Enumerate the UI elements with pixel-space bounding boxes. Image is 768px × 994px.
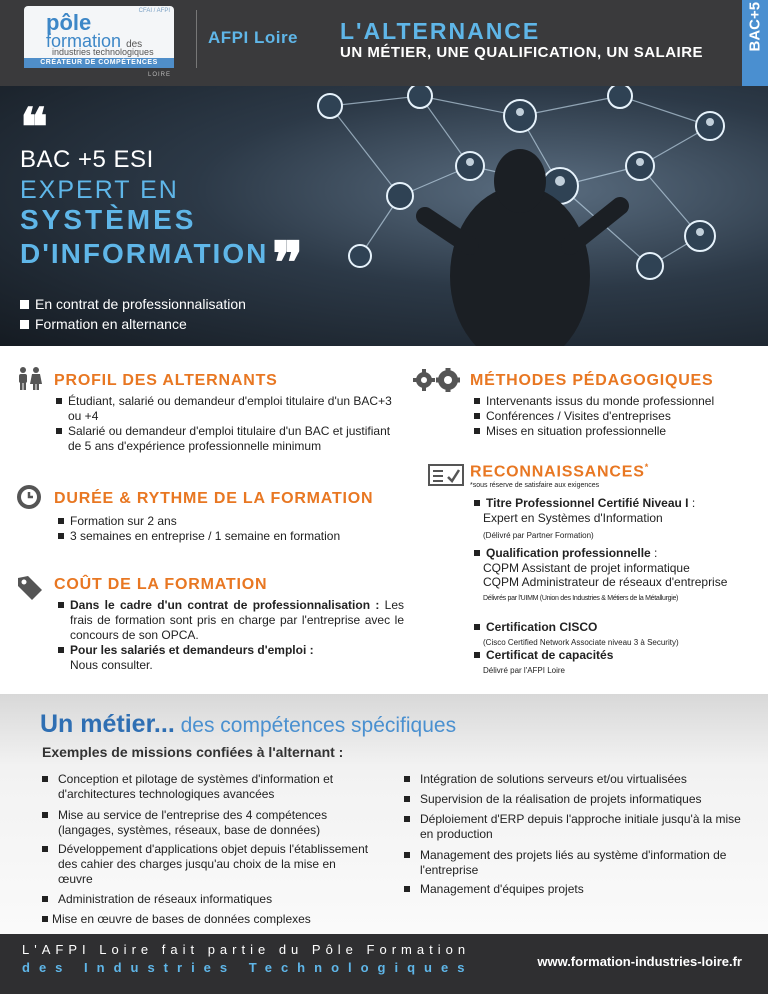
mission-item: Mise en œuvre de bases de données complexes <box>42 912 372 927</box>
list-item: Étudiant, salarié ou demandeur d'emploi titulaire d'un BAC+3 ou +4 <box>56 394 394 424</box>
mission-item: Supervision de la réalisation de projets informatiques <box>404 792 744 807</box>
mission-item: Administration de réseaux informatiques <box>42 892 372 907</box>
logo-loire: LOIRE <box>148 72 172 78</box>
mission-item: Développement d'applications objet depuis l'établissement des cahier des charges jusqu'au choix de la mise en œuvre <box>42 842 372 887</box>
methodes-list <box>474 394 754 439</box>
reconnaissance-cisco: Certification CISCO (Cisco Certified Network Associate niveau 3 à Security) <box>474 620 759 650</box>
quote-close-icon: ❞ <box>272 229 304 297</box>
mission-item: Conception et pilotage de systèmes d'information et d'architectures technologiques avancées <box>42 772 372 802</box>
logo-band: CRÉATEUR DE COMPÉTENCES <box>24 58 174 68</box>
duree-title: DURÉE & RYTHME DE LA FORMATION <box>54 490 374 507</box>
logo-tag: CFAI / AFPI <box>138 8 170 14</box>
hero-bullet: Formation en alternance <box>20 316 187 332</box>
reconnaissances-title: RECONNAISSANCES* <box>470 462 649 481</box>
logo-line1: pôle <box>46 10 92 35</box>
gears-icon <box>412 368 464 392</box>
cout-title: COÛT DE LA FORMATION <box>54 576 268 593</box>
profil-list <box>56 394 394 454</box>
profil-title: PROFIL DES ALTERNANTS <box>54 372 278 389</box>
missions-title: Un métier... des compétences spécifiques <box>40 710 457 738</box>
missions-section <box>0 694 768 934</box>
hero-banner <box>0 86 768 346</box>
list-item: Mises en situation professionnelle <box>474 424 754 439</box>
quote-open-icon: ❝ <box>20 97 48 158</box>
logo-sub: industries technologiques <box>52 47 154 57</box>
footer <box>0 934 768 994</box>
footer-line1: L'AFPI Loire fait partie du Pôle Formation <box>22 942 471 957</box>
level-badge-text: BAC+5 <box>746 1 764 52</box>
price-tag-icon <box>16 574 44 602</box>
hero-title-line3: D'INFORMATION <box>20 238 269 269</box>
header-divider <box>196 10 197 68</box>
mission-item: Management d'équipes projets <box>404 882 744 897</box>
mission-item: Déploiement d'ERP depuis l'approche initiale jusqu'à la mise en production <box>404 812 744 842</box>
hero-title-line1: EXPERT EN <box>20 176 179 204</box>
reconnaissances-note: *sous réserve de satisfaire aux exigences <box>470 482 600 489</box>
page-subtitle: UN MÉTIER, UNE QUALIFICATION, UN SALAIRE <box>340 44 704 61</box>
logo-des: des <box>126 39 143 50</box>
footer-website-link[interactable]: www.formation-industries-loire.fr <box>537 954 742 969</box>
afpi-title: AFPI Loire <box>208 28 299 47</box>
hero-title-line2: SYSTÈMES <box>20 204 197 235</box>
logo-line2: formation des <box>46 31 143 51</box>
mission-item: Intégration de solutions serveurs et/ou virtualisées <box>404 772 744 787</box>
list-item: Intervenants issus du monde professionnel <box>474 394 754 409</box>
reconnaissance-qp: Qualification professionnelle : CQPM Assistant de projet informatique CQPM Administrateur de réseaux d'entreprise Délivrés par l'UIMM (Union des Industries & Métiers de la Métallurgie) <box>474 546 759 606</box>
list-item: Conférences / Visites d'entreprises <box>474 409 754 424</box>
info-section <box>0 346 768 694</box>
people-icon <box>16 366 44 390</box>
hero-degree: BAC +5 ESI <box>20 146 154 173</box>
clock-icon <box>16 484 42 510</box>
list-item: Salarié ou demandeur d'emploi titulaire d'un BAC et justifiant de 5 ans d'expérience professionnelle minimum <box>56 424 394 454</box>
list-item: 3 semaines en entreprise / 1 semaine en formation <box>58 529 398 544</box>
methodes-title: MÉTHODES PÉDAGOGIQUES <box>470 372 714 389</box>
mission-item: Management des projets liés au système d'information de l'entreprise <box>404 848 744 878</box>
cout-list: Dans le cadre d'un contrat de professionnalisation : Les frais de formation sont pris en charge par l'entreprise avec le concours de son OPCA. Pour les salariés et demandeurs d'emploi : Nous consulter. <box>58 598 404 673</box>
reconnaissance-tp: Titre Professionnel Certifié Niveau I : Expert en Systèmes d'Information (Délivré par Partner Formation) <box>474 496 759 543</box>
footer-line2: des Industries Technologiques <box>22 960 474 975</box>
hero-bullet: En contrat de professionnalisation <box>20 296 246 312</box>
header <box>0 0 768 86</box>
duree-list <box>58 514 398 544</box>
missions-subtitle: Exemples de missions confiées à l'alternant : <box>42 744 344 760</box>
list-item: Formation sur 2 ans <box>58 514 398 529</box>
page-title: L'ALTERNANCE <box>340 18 541 44</box>
certificate-icon <box>428 464 464 486</box>
mission-item: Mise au service de l'entreprise des 4 compétences (langages, systèmes, réseaux, base de données) <box>42 808 372 838</box>
reconnaissance-capacites: Certificat de capacités Délivré par l'AFPI Loire <box>474 648 759 678</box>
level-badge <box>742 0 768 86</box>
